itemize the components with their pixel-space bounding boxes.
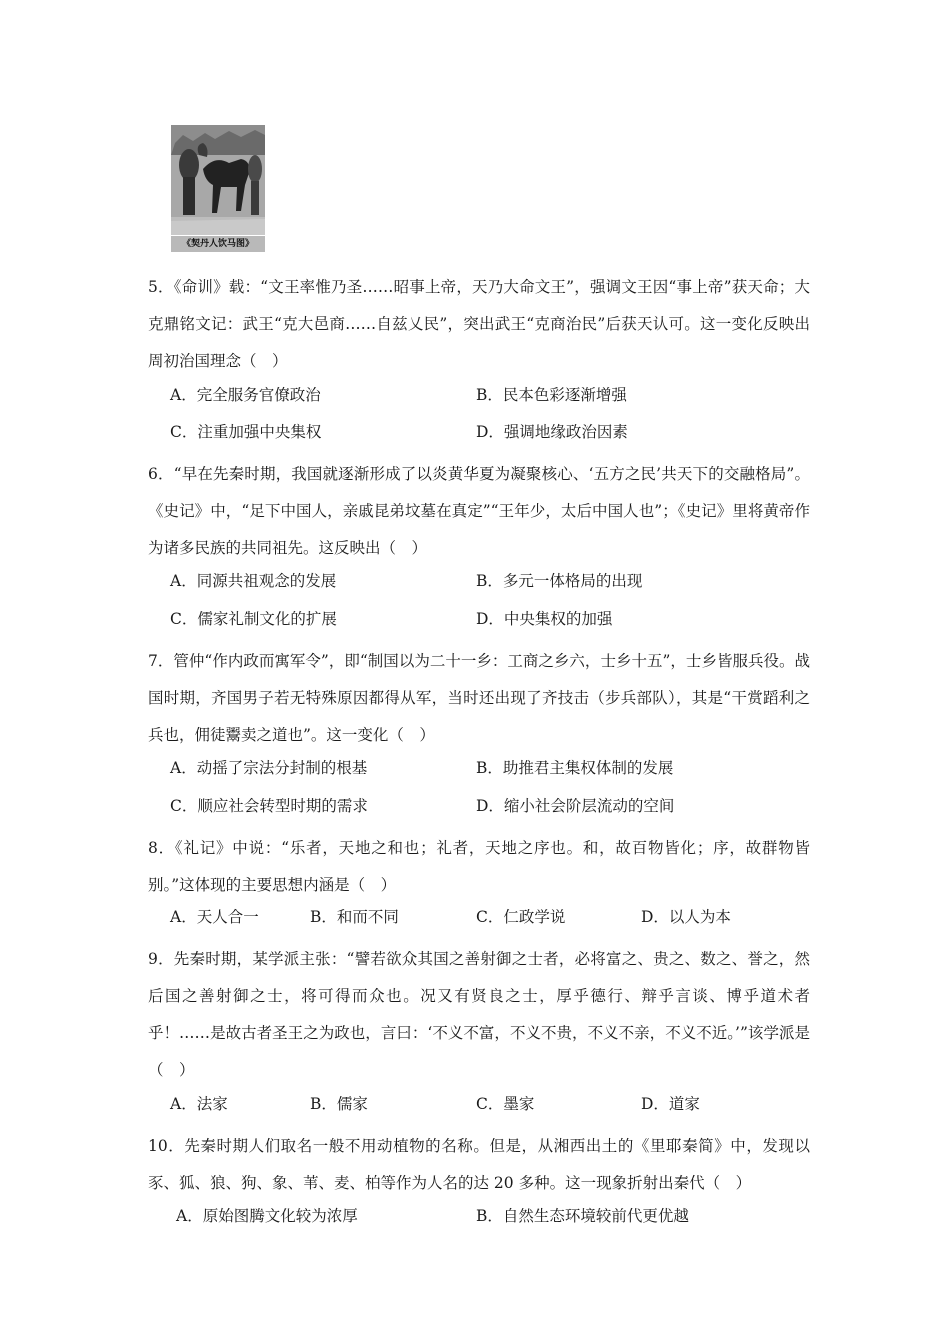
question-9-stem: 9．先秦时期，某学派主张：“譬若欲众其国之善射御之士者，必将富之、贵之、数之、誉之，然后国之善射御之士，将可得而众也。况又有贤良之士，厚乎德行、辩乎言谈、博乎道术者乎！……是故古者圣王之为政也，言曰：‘不义不富，不义不贵，不义不亲，不义不近。’”该学派是（ ）: [148, 950, 810, 1079]
question-6-option-d: D．中央集权的加强: [476, 610, 613, 628]
question-8-option-d: D．以人为本: [641, 908, 731, 926]
question-8-option-b: B．和而不同: [310, 908, 399, 926]
horse-painting-image: [171, 125, 265, 235]
question-9-option-c: C．墨家: [476, 1095, 535, 1113]
question-8-option-c: C．仁政学说: [476, 908, 566, 926]
question-10-option-a: A．原始图腾文化较为浓厚: [176, 1207, 358, 1225]
question-6-option-c: C．儒家礼制文化的扩展: [170, 610, 337, 628]
question-8-option-a: A．天人合一: [170, 908, 259, 926]
question-7-option-c: C．顺应社会转型时期的需求: [170, 797, 368, 815]
question-6-stem: 6．“早在先秦时期，我国就逐渐形成了以炎黄华夏为凝聚核心、‘五方之民’共天下的交融格局”。《史记》中，“足下中国人，亲戚昆弟坟墓在真定”“王年少，太后中国人也”；《史记》里将黄帝作为诸多民族的共同祖先。这反映出（ ）: [148, 465, 810, 557]
question-5-stem: 5．《命训》载：“文王率惟乃圣……昭事上帝，天乃大命文王”，强调文王因“事上帝”获天命；大克鼎铭文记：武王“克大邑商……自兹乂民”，突出武王“克商治民”后获天认可。这一变化反映出周初治国理念（ ）: [148, 278, 810, 370]
figure-caption: 《契丹人饮马图》: [171, 236, 265, 252]
question-6-option-b: B．多元一体格局的出现: [476, 572, 643, 590]
question-7-stem: 7．管仲“作内政而寓军令”，即“制国以为二十一乡：工商之乡六，士乡十五”，士乡皆服兵役。战国时期，齐国男子若无特殊原因都得从军，当时还出现了齐技击（步兵部队），其是“干赏蹈利之兵也，佣徒鬻卖之道也”。这一变化（ ）: [148, 652, 810, 744]
question-9-option-d: D．道家: [641, 1095, 700, 1113]
question-7-option-a: A．动摇了宗法分封制的根基: [170, 759, 368, 777]
question-6-option-a: A．同源共祖观念的发展: [170, 572, 337, 590]
question-5-option-a: A．完全服务官僚政治: [170, 386, 321, 404]
question-5-option-b: B．民本色彩逐渐增强: [476, 386, 627, 404]
painting-figure: [171, 125, 265, 253]
question-9-option-a: A．法家: [170, 1095, 228, 1113]
question-7-option-d: D．缩小社会阶层流动的空间: [476, 797, 675, 815]
question-5-option-d: D．强调地缘政治因素: [476, 423, 628, 441]
question-10-option-b: B．自然生态环境较前代更优越: [476, 1207, 689, 1225]
question-5-option-c: C．注重加强中央集权: [170, 423, 322, 441]
question-8-stem: 8．《礼记》中说：“乐者，天地之和也；礼者，天地之序也。和，故百物皆化；序，故群物皆别。”这体现的主要思想内涵是（ ）: [148, 839, 810, 894]
question-9-option-b: B．儒家: [310, 1095, 368, 1113]
question-7-option-b: B．助推君主集权体制的发展: [476, 759, 674, 777]
question-10-stem: 10．先秦时期人们取名一般不用动植物的名称。但是，从湘西出土的《里耶秦简》中，发现以豕、狐、狼、狗、象、苇、麦、柏等作为人名的达 20 多种。这一现象折射出秦代（ ）: [148, 1137, 810, 1192]
